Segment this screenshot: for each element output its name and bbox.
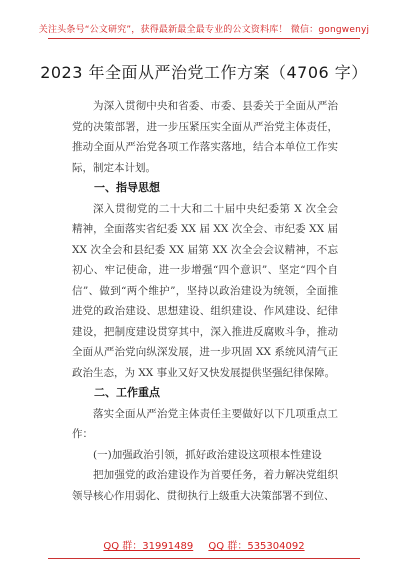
section-heading: 一、指导思想 xyxy=(94,181,160,194)
body-paragraph: 把加强党的政治建设作为首要任务，着力解决党组织领导核心作用弱化、贯彻执行上级重大决策部署不到位、 xyxy=(72,469,338,502)
header-rule xyxy=(48,38,360,39)
body-paragraph: (一)加强政治引领，抓好政治建设这项根本性建设 xyxy=(93,448,322,461)
footer xyxy=(0,537,408,552)
body-paragraph: 为深入贯彻中央和省委、市委、县委关于全面从严治党的决策部署，进一步压紧压实全面从严治党主体责任，推动全面从严治党各项工作落实落地，结合本单位工作实际，制定本计划。 xyxy=(72,100,338,174)
body-paragraph: 深入贯彻党的二十大和二十届中央纪委第 X 次全会精神，全面落实省纪委 XX 届 XX 次全会、市纪委 XX 届 XX 次全会和县纪委 XX 届第 XX 次全会会议精神，不忘初心、牢记使命，进一步增强“四个意识”、坚定“四个自信”、做到“两个维护”，坚持以政治建设为统领，全面推进党的政治建设、思想建设、组织建设、作风建设、纪律建设，把制度建设贯穿其中，深入推进反腐败斗争，推动全面从严治党向纵深发展，进一步巩固 XX 系统风清气正政治生态，为 XX 事业又好又快发展提供坚强纪律保障。 xyxy=(72,202,338,379)
footer-qq-group-1[interactable]: QQ 群：31991489 xyxy=(103,541,194,552)
body-paragraph: 落实全面从严治党主体责任主要做好以下几项重点工作： xyxy=(72,407,338,440)
section-heading: 二、工作重点 xyxy=(94,386,160,399)
footer-qq-group-2[interactable]: QQ 群：535304092 xyxy=(208,541,305,552)
document-body xyxy=(72,96,338,506)
header-banner: 关注头条号“公文研究”，获得最新最全最专业的公文资料库！ 微信：gongwenyj xyxy=(38,25,370,35)
footer-rule xyxy=(48,558,360,559)
document-title: 2023 年全面从严治党工作方案（4706 字） xyxy=(40,63,368,82)
